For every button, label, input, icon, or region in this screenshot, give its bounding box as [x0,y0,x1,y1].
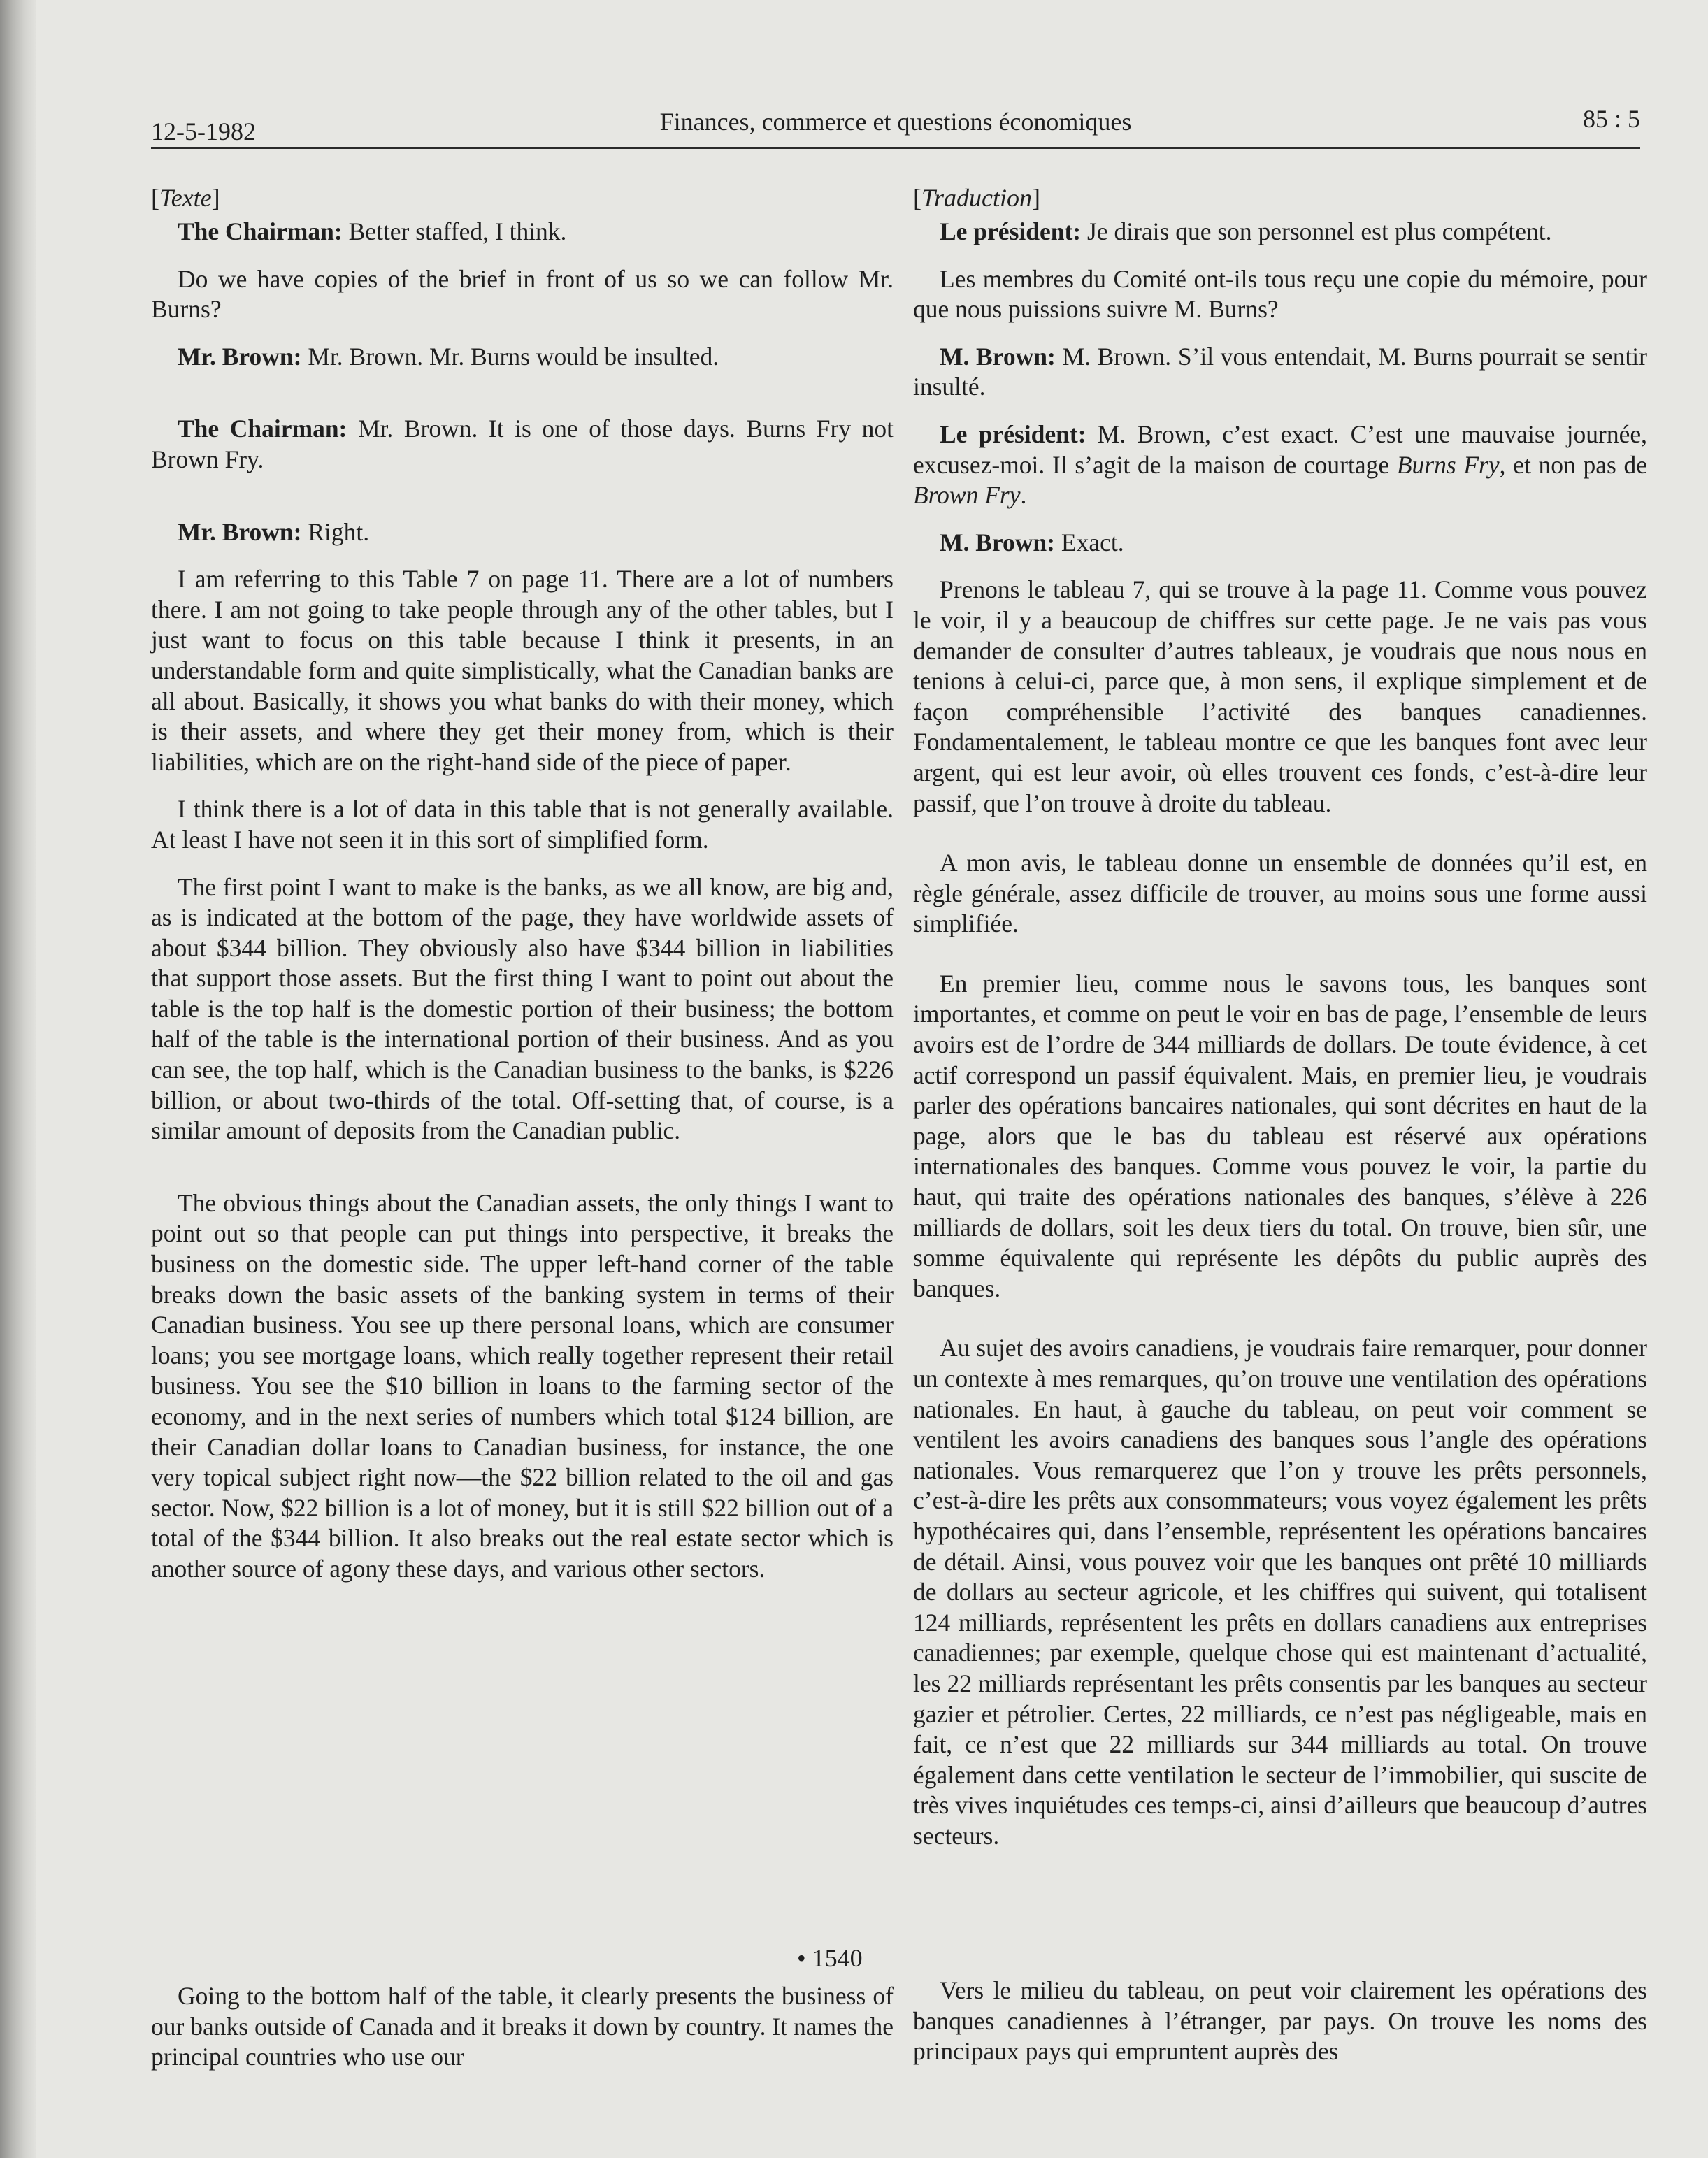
paragraph: A mon avis, le tableau donne un ensemble de données qu’il est, en règle générale, assez difficile de trouver, au moins sous une forme aussi simplifiée. [913,849,1647,938]
header-title: Finances, commerce et questions économiques [659,108,1132,136]
paragraph: Vers le milieu du tableau, on peut voir clairement les opérations des banques canadiennes à l’étranger, par pays. On trouve les noms des principaux pays qui empruntent auprès des [913,1976,1647,2066]
english-column-bottom [151,1981,894,2073]
page-number: 85 : 5 [1582,105,1640,133]
paragraph: The Chairman: Mr. Brown. It is one of those days. Burns Fry not Brown Fry. [151,415,894,473]
paragraph: The Chairman: Better staffed, I think. [178,217,567,245]
header-date: 12-5-1982 [151,117,256,145]
paragraph: Le président: M. Brown, c’est exact. C’est une mauvaise journée, excusez-moi. Il s’agit de la maison de courtage Burns Fry, et non pas de Brown Fry. [913,419,1647,510]
paragraph: Au sujet des avoirs canadiens, je voudrais faire remarquer, pour donner un contexte à mes remarques, qu’on trouve une ventilation des opérations nationales. En haut, à gauche du tableau, on peut voir comment se ventilent les avoirs canadiens des banques sous l’angle des opérations nationales. Vous remarquerez que l’on y trouve les prêts personnels, c’est-à-dire les prêts aux consommateurs; vous voyez également les prêts hypothécaires qui, dans l’ensemble, représentent les opérations bancaires de détail. Ainsi, vous pouvez voir que les banques ont prêté 10 milliards de dollars au secteur agricole, et les chiffres qui suivent, qui totalisent 124 milliards, représentent les prêts en dollars canadiens aux entreprises canadiennes; par exemple, quelque chose qui est maintenant d’actualité, les 22 milliards représentant les prêts consentis par les banques au secteur gazier et pétrolier. Certes, 22 milliards, ce n’est pas négligeable, mais en fait, ce n’est que 22 milliards sur 344 milliards au total. On trouve également dans cette ventilation le secteur de l’immobilier, qui suscite de très vives inquiétudes ces temps-ci, ainsi d’ailleurs que beaucoup d’autres secteurs. [913,1334,1647,1850]
binding-shadow [0,0,36,2158]
paragraph: I think there is a lot of data in this table that is not generally available. At least I have not seen it in this sort of simplified form. [151,795,894,854]
paragraph: The obvious things about the Canadian assets, the only things I want to point out so that people can put things into perspective, it breaks the business on the domestic side. The upper left-hand corner of the table breaks down the basic assets of the banking system in terms of their Canadian business. You see up there personal loans, which are consumer loans; you see mortgage loans, which really together represent their retail business. You see the $10 billion in loans to the farming sector of the economy, and in the next series of numbers which total $124 billion, are their Canadian dollar loans to Canadian business, for instance, the one very topical subject right now—the $22 billion related to the oil and gas sector. Now, $22 billion is a lot of money, but it is still $22 billion out of a total of the $344 billion. It also breaks out the real estate sector which is another source of agony these days, and various other sectors. [151,1188,894,1583]
speaker: The Chairman: [178,217,343,245]
paragraph: M. Brown: M. Brown. S’il vous entendait, M. Burns pourrait se sentir insulté. [913,342,1647,401]
speaker: M. Brown: [940,528,1056,556]
paragraph: Le président: Je dirais que son personnel est plus compétent. [940,217,1552,245]
paragraph: Mr. Brown: Mr. Brown. Mr. Burns would be insulted. [178,342,719,371]
section-tag: [Texte] [151,184,220,212]
section-tag: [Traduction] [913,184,1041,212]
speaker: M. Brown: [940,342,1056,371]
speaker: Mr. Brown: [178,342,302,371]
paragraph: The first point I want to make is the banks, as we all know, are big and, as is indicated at the bottom of the page, they have worldwide assets of about $344 billion. They obviously also have $344 billion in liabilities that support those assets. But the first thing I want to point out about the table is the top half is the domestic portion of their business; the bottom half of the table is the international portion of their business. And as you can see, the top half, which is the Canadian business to the banks, is $226 billion, or about two-thirds of the total. Off-setting that, of course, is a similar amount of deposits from the Canadian public. [151,872,894,1145]
speaker: The Chairman: [178,415,347,443]
english-column [151,183,894,1585]
running-header [151,105,1640,147]
speaker: Le président: [940,217,1082,245]
paragraph: En premier lieu, comme nous le savons tous, les banques sont importantes, et comme on peut le voir en bas de page, l’ensemble de leurs avoirs est de l’ordre de 344 milliards de dollars. De toute évidence, à cet actif correspond un passif équivalent. Mais, en premier lieu, je voudrais parler des opérations bancaires nationales, qui sont décrites en haut de la page, alors que le bas du tableau est réservé aux opérations internationales des banques. Comme vous pouvez le voir, la partie du haut, qui traite des opérations nationales des banques, s’élève à 226 milliards de dollars, soit les deux tiers du total. On trouve, bien sûr, une somme équivalente qui représente les dépôts du public auprès des banques. [913,969,1647,1302]
paragraph: Prenons le tableau 7, qui se trouve à la page 11. Comme vous pouvez le voir, il y a beaucoup de chiffres sur cette page. Je ne vais pas vous demander de consulter d’autres tableaux, je voudrais que nous nous en tenions à celui-ci, parce que, à mon sens, il explique simplement et de façon compréhensible l’activité des banques canadiennes. Fondamentalement, le tableau montre ce que les banques font avec leur argent, qui est leur avoir, où elles trouvent ces fonds, c’est-à-dire leur passif, que l’on trouve à droite du tableau. [913,575,1647,817]
paragraph: M. Brown: Exact. [940,528,1124,556]
paragraph: I am referring to this Table 7 on page 11. There are a lot of numbers there. I am not going to take people through any of the other tables, but I just want to focus on this table because I think it presents, in an understandable form and quite simplistically, what the Canadian banks are all about. Basically, it shows you what banks do with their money, which is their assets, and where they get their money from, which is their liabilities, which are on the right-hand side of the piece of paper. [151,565,894,776]
speaker: Mr. Brown: [178,517,302,546]
paragraph: Mr. Brown: Right. [178,517,370,546]
paragraph: Going to the bottom half of the table, it clearly presents the business of our banks outside of Canada and it breaks it down by country. It names the principal countries who use our [151,1982,894,2071]
time-marker: • 1540 [797,1944,863,1972]
paragraph: Do we have copies of the brief in front of us so we can follow Mr. Burns? [151,264,894,324]
paragraph: Les membres du Comité ont-ils tous reçu une copie du mémoire, pour que nous puissions suivre M. Burns? [913,264,1647,324]
french-column-bottom [913,1976,1647,2067]
speaker: Le président: [940,419,1086,448]
header-rule [151,147,1640,149]
french-column [913,183,1647,1852]
